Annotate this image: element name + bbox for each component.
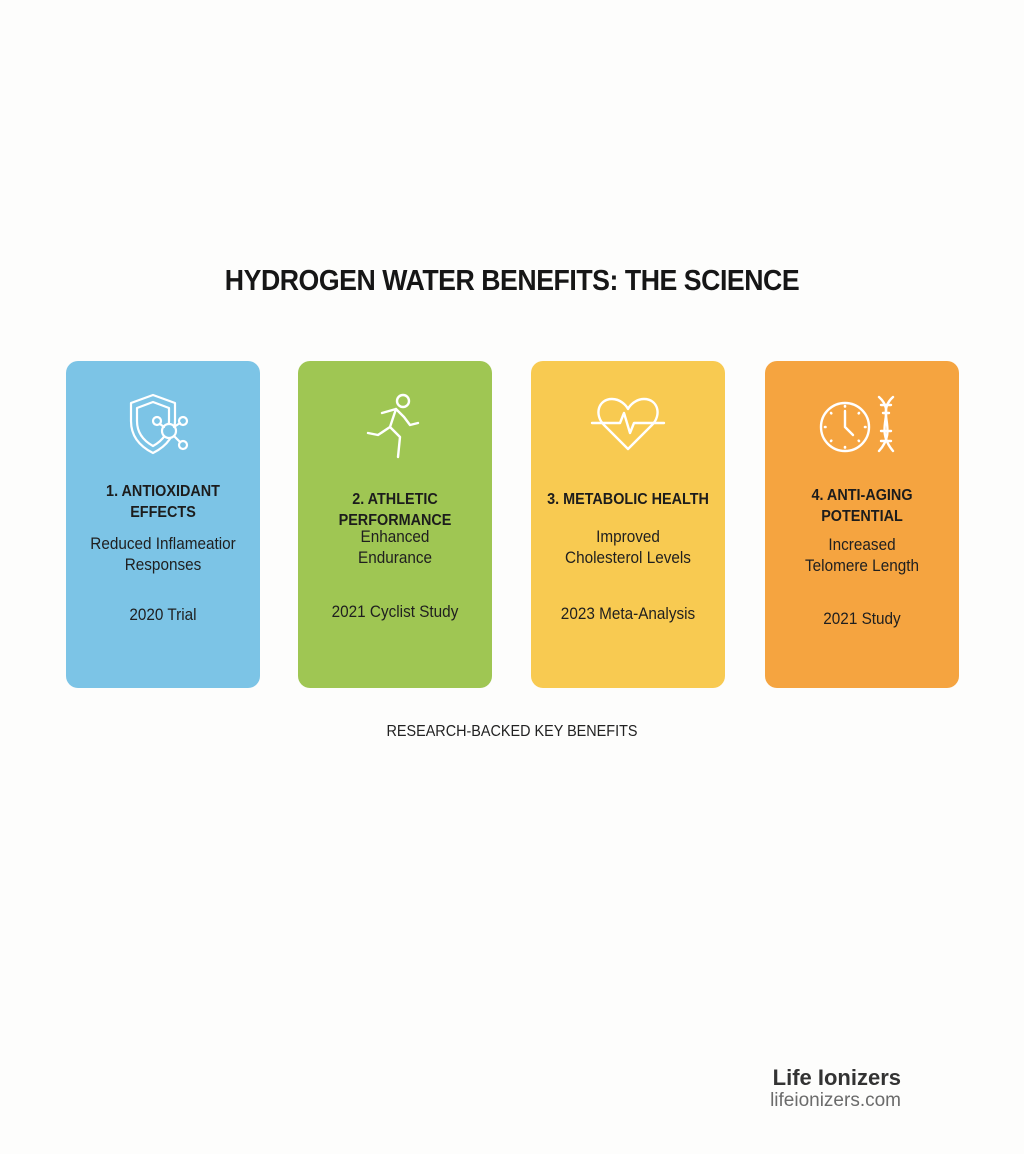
card-study: 2020 Trial (129, 605, 197, 624)
running-person-icon (298, 391, 492, 461)
brand-name: Life Ionizers (772, 1065, 901, 1090)
card-heading: 1. ANTIOXIDANT EFFECTS (106, 483, 220, 521)
card-heading: 4. ANTI-AGING POTENTIAL (811, 487, 913, 525)
card-heading: 2. ATHLETIC PERFORMANCE (338, 491, 452, 529)
benefit-card-metabolic (531, 361, 725, 688)
page-title: HYDROGEN WATER BENEFITS: THE SCIENCE (224, 265, 800, 297)
heart-pulse-icon (531, 391, 725, 461)
card-description: Enhanced Endurance (357, 527, 432, 567)
benefit-card-antioxidant (66, 361, 260, 688)
card-study: 2023 Meta-Analysis (560, 604, 696, 623)
card-study: 2021 Study (823, 609, 901, 628)
card-heading: 3. METABOLIC HEALTH (547, 491, 709, 508)
benefit-card-anti-aging (765, 361, 959, 688)
caption: RESEARCH-BACKED KEY BENEFITS (386, 723, 638, 740)
clock-dna-icon (765, 391, 959, 461)
card-description: Reduced Inflameatior Responses (90, 534, 236, 574)
shield-molecule-icon (66, 391, 260, 461)
card-description: Improved Cholesterol Levels (565, 527, 691, 567)
card-study: 2021 Cyclist Study (331, 602, 459, 621)
benefit-card-athletic (298, 361, 492, 688)
card-description: Increased Telomere Length (805, 535, 919, 575)
brand-footer (770, 1066, 901, 1112)
brand-url: lifeionizers.com (770, 1090, 901, 1111)
